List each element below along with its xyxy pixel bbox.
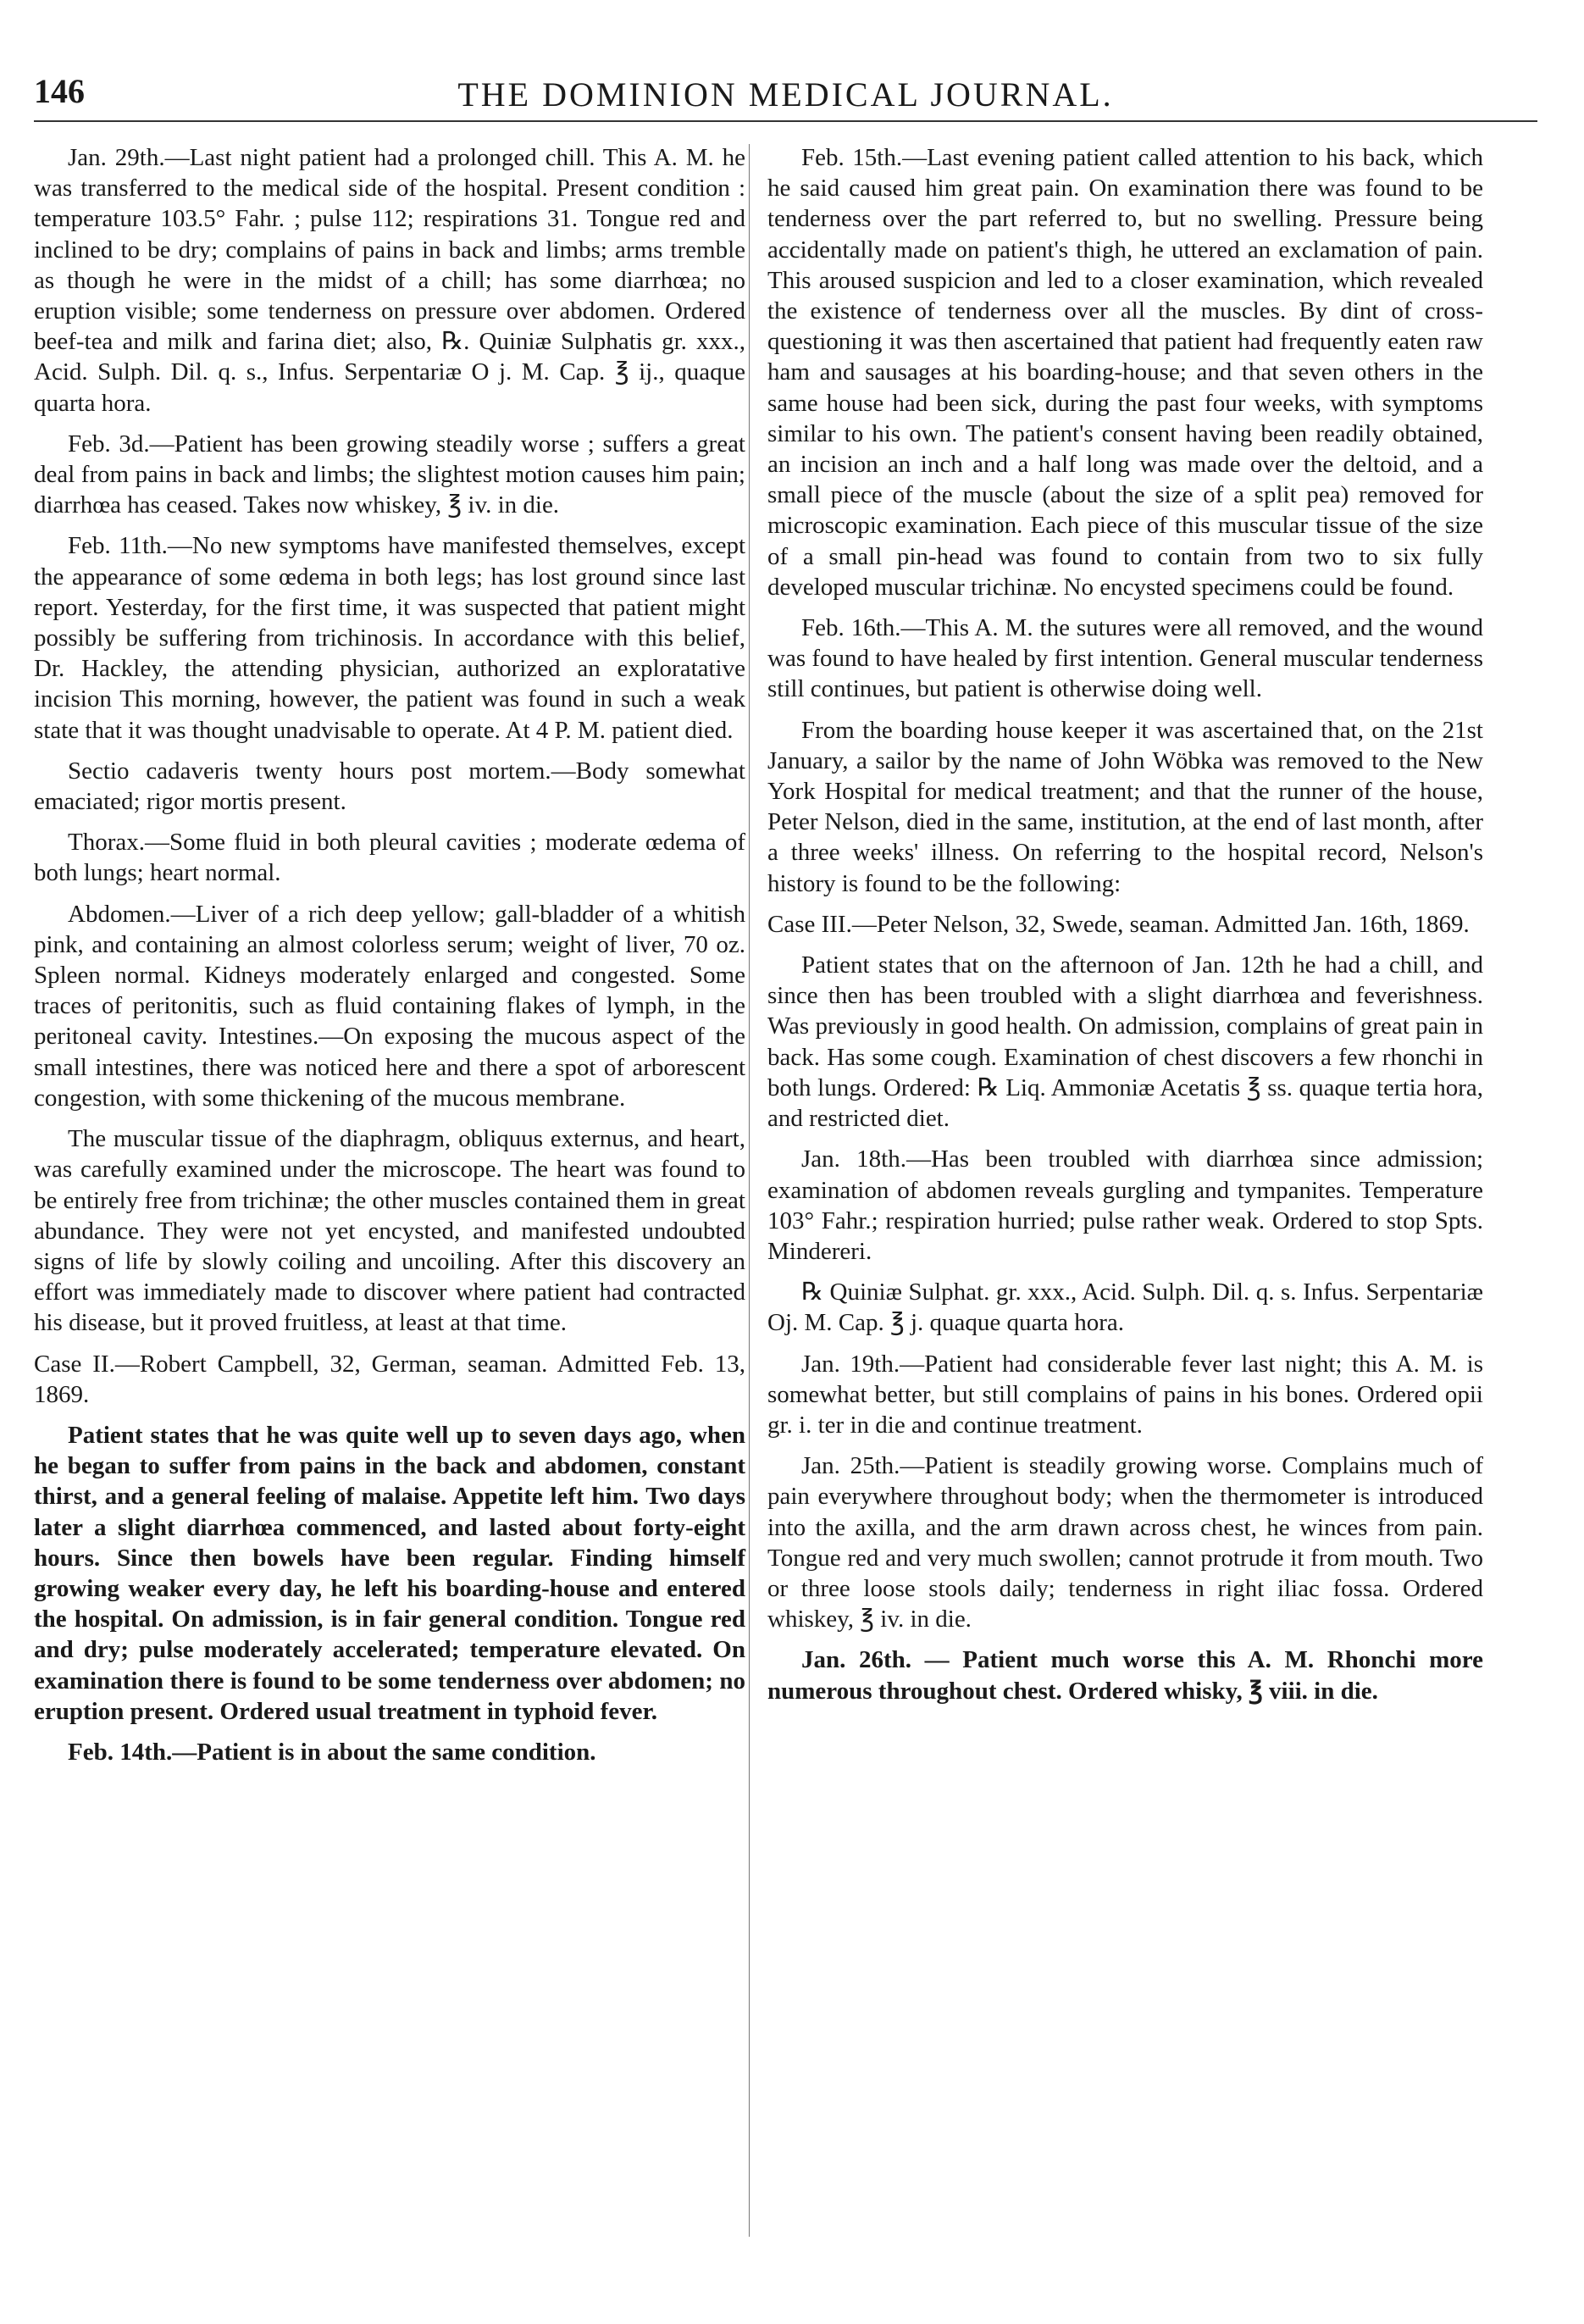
paragraph-feb-14: Feb. 14th.—Patient is in about the same condition. <box>68 1738 596 1766</box>
left-column <box>34 142 745 1778</box>
column-divider <box>749 144 750 2237</box>
paragraph-case-3-history: Patient states that on the afternoon of Jan. 12th he had a chill, and since then has been troubled with a slight diarrhœa and feverishness. Was previously in good health. On admission, complains of great pain in back. Has some cough. Examination of chest discovers a few rhonchi in both lungs. Ordered: ℞ Liq. Ammoniæ Acetatis ℥ ss. quaque tertia hora, and restricted diet. <box>767 951 1483 1133</box>
paragraph-prescription: ℞ Quiniæ Sulphat. gr. xxx., Acid. Sulph. Dil. q. s. Infus. Serpentariæ Oj. M. Cap. ℥ j. quaque quarta hora. <box>767 1278 1483 1337</box>
case-3-heading: Case III.—Peter Nelson, 32, Swede, seaman. Admitted Jan. 16th, 1869. <box>767 910 1470 938</box>
paragraph-jan-26: Jan. 26th. — Patient much worse this A. M. Rhonchi more numerous throughout chest. Ordered whisky, ℥ viii. in die. <box>767 1646 1483 1705</box>
paragraph-feb-11: Feb. 11th.—No new symptoms have manifested themselves, except the appearance of some œdema in both legs; has lost ground since last report. Yesterday, for the first time, it was suspected that patient might possibly be suffering from trichinosis. In accordance with this belief, Dr. Hackley, the attending physician, authorized an exploratative incision This morning, however, the patient was found in such a weak state that it was thought unadvisable to operate. At 4 P. M. patient died. <box>34 532 745 744</box>
paragraph-case-2-history: Patient states that he was quite well up to seven days ago, when he began to suffer from pains in the back and abdomen, constant thirst, and a general feeling of malaise. Appetite left him. Two days later a slight diarrhœa commenced, and lasted about forty-eight hours. Since then bowels have been regular. Finding himself growing weaker every day, he left his boarding-house and entered the hospital. On admission, is in fair general condition. Tongue red and dry; pulse moderately accelerated; temperature elevated. On examination there is found to be some tenderness over abdomen; no eruption present. Ordered usual treatment in typhoid fever. <box>34 1421 745 1725</box>
journal-title: THE DOMINION MEDICAL JOURNAL. <box>457 75 1114 114</box>
paragraph-jan-18: Jan. 18th.—Has been troubled with diarrhœa since admission; examination of abdomen reveals gurgling and tympanites. Temperature 103° Fahr.; respiration hurried; pulse rather weak. Ordered to stop Spts. Mindereri. <box>767 1145 1483 1265</box>
paragraph-sectio-cadaveris: Sectio cadaveris twenty hours post mortem.—Body somewhat emaciated; rigor mortis present. <box>34 757 745 816</box>
paragraph-thorax: Thorax.—Some fluid in both pleural cavities ; moderate œdema of both lungs; heart normal. <box>34 829 745 887</box>
paragraph-jan-29: Jan. 29th.—Last night patient had a prolonged chill. This A. M. he was transferred to the medical side of the hospital. Present condition : temperature 103.5° Fahr. ; pulse 112; respirations 31. Tongue red and inclined to be dry; complains of pains in back and limbs; arms tremble as though he were in the midst of a chill; has some diarrhœa; no eruption visible; some tenderness on pressure over abdomen. Ordered beef-tea and milk and farina diet; also, ℞. Quiniæ Sulphatis gr. xxx., Acid. Sulph. Dil. q. s., Infus. Serpentariæ O j. M. Cap. ℥ ij., quaque quarta hora. <box>34 144 745 417</box>
paragraph-abdomen: Abdomen.—Liver of a rich deep yellow; gall-bladder of a whitish pink, and containing an almost colorless serum; weight of liver, 70 oz. Spleen normal. Kidneys moderately enlarged and congested. Some traces of peritonitis, such as fluid containing flakes of lymph, in the peritoneal cavity. Intestines.—On exposing the mucous aspect of the small intestines, there was noticed here and there a spot of arborescent congestion, with some thickening of the mucous membrane. <box>34 900 745 1112</box>
page-header <box>34 53 1537 122</box>
paragraph-feb-16: Feb. 16th.—This A. M. the sutures were all removed, and the wound was found to have healed by first intention. General muscular tenderness still continues, but patient is otherwise doing well. <box>767 614 1483 703</box>
paragraph-feb-15: Feb. 15th.—Last evening patient called attention to his back, which he said caused him great pain. On examination there was found to be tenderness over the part referred to, but no swelling. Pressure being accidentally made on patient's thigh, he uttered an exclamation of pain. This aroused suspicion and led to a closer examination, which revealed the existence of tenderness over all the muscles. By dint of cross-questioning it was then ascertained that patient had frequently eaten raw ham and sausages at his boarding-house; and that seven others in the same house had been sick, during the past four weeks, with symptoms similar to his own. The patient's consent having been readily obtained, an incision an inch and a half long was made over the deltoid, and a small piece of the muscle (about the size of a split pea) removed for microscopic examination. Each piece of this muscular tissue of the size of a small pin-head was found to contain from two to six fully developed muscular trichinæ. No encysted specimens could be found. <box>767 144 1483 601</box>
page-number: 146 <box>34 72 85 110</box>
paragraph-feb-3: Feb. 3d.—Patient has been growing steadily worse ; suffers a great deal from pains in back and limbs; the slightest motion causes him pain; diarrhœa has ceased. Takes now whiskey, ℥ iv. in die. <box>34 430 745 519</box>
paragraph-muscular-tissue: The muscular tissue of the diaphragm, obliquus externus, and heart, was carefully examined under the microscope. The heart was found to be entirely free from trichinæ; the other muscles contained them in great abundance. They were not yet encysted, and manifested undoubted signs of life by slowly coiling and uncoiling. After this discovery an effort was immediately made to discover where patient had contracted his disease, but it proved fruitless, at least at that time. <box>34 1125 745 1337</box>
paragraph-boarding-house: From the boarding house keeper it was ascertained that, on the 21st January, a sailor by the name of John Wöbka was removed to the New York Hospital for medical treatment; and that the runner of the house, Peter Nelson, died in the same, institution, at the end of last month, after a three weeks' illness. On referring to the hospital record, Nelson's history is found to be the following: <box>767 716 1483 897</box>
paragraph-jan-25: Jan. 25th.—Patient is steadily growing worse. Complains much of pain everywhere throughout body; when the thermometer is introduced into the axilla, and the arm drawn across chest, he winces from pain. Tongue red and very much swollen; cannot protrude it from mouth. Two or three loose stools daily; tenderness in right iliac fossa. Ordered whiskey, ℥ iv. in die. <box>767 1452 1483 1633</box>
paragraph-jan-19: Jan. 19th.—Patient had considerable fever last night; this A. M. is somewhat better, but still complains of pains in his bones. Ordered opii gr. i. ter in die and continue treatment. <box>767 1350 1483 1439</box>
right-column <box>767 142 1483 1717</box>
case-2-heading: Case II.—Robert Campbell, 32, German, seaman. Admitted Feb. 13, 1869. <box>34 1350 745 1408</box>
